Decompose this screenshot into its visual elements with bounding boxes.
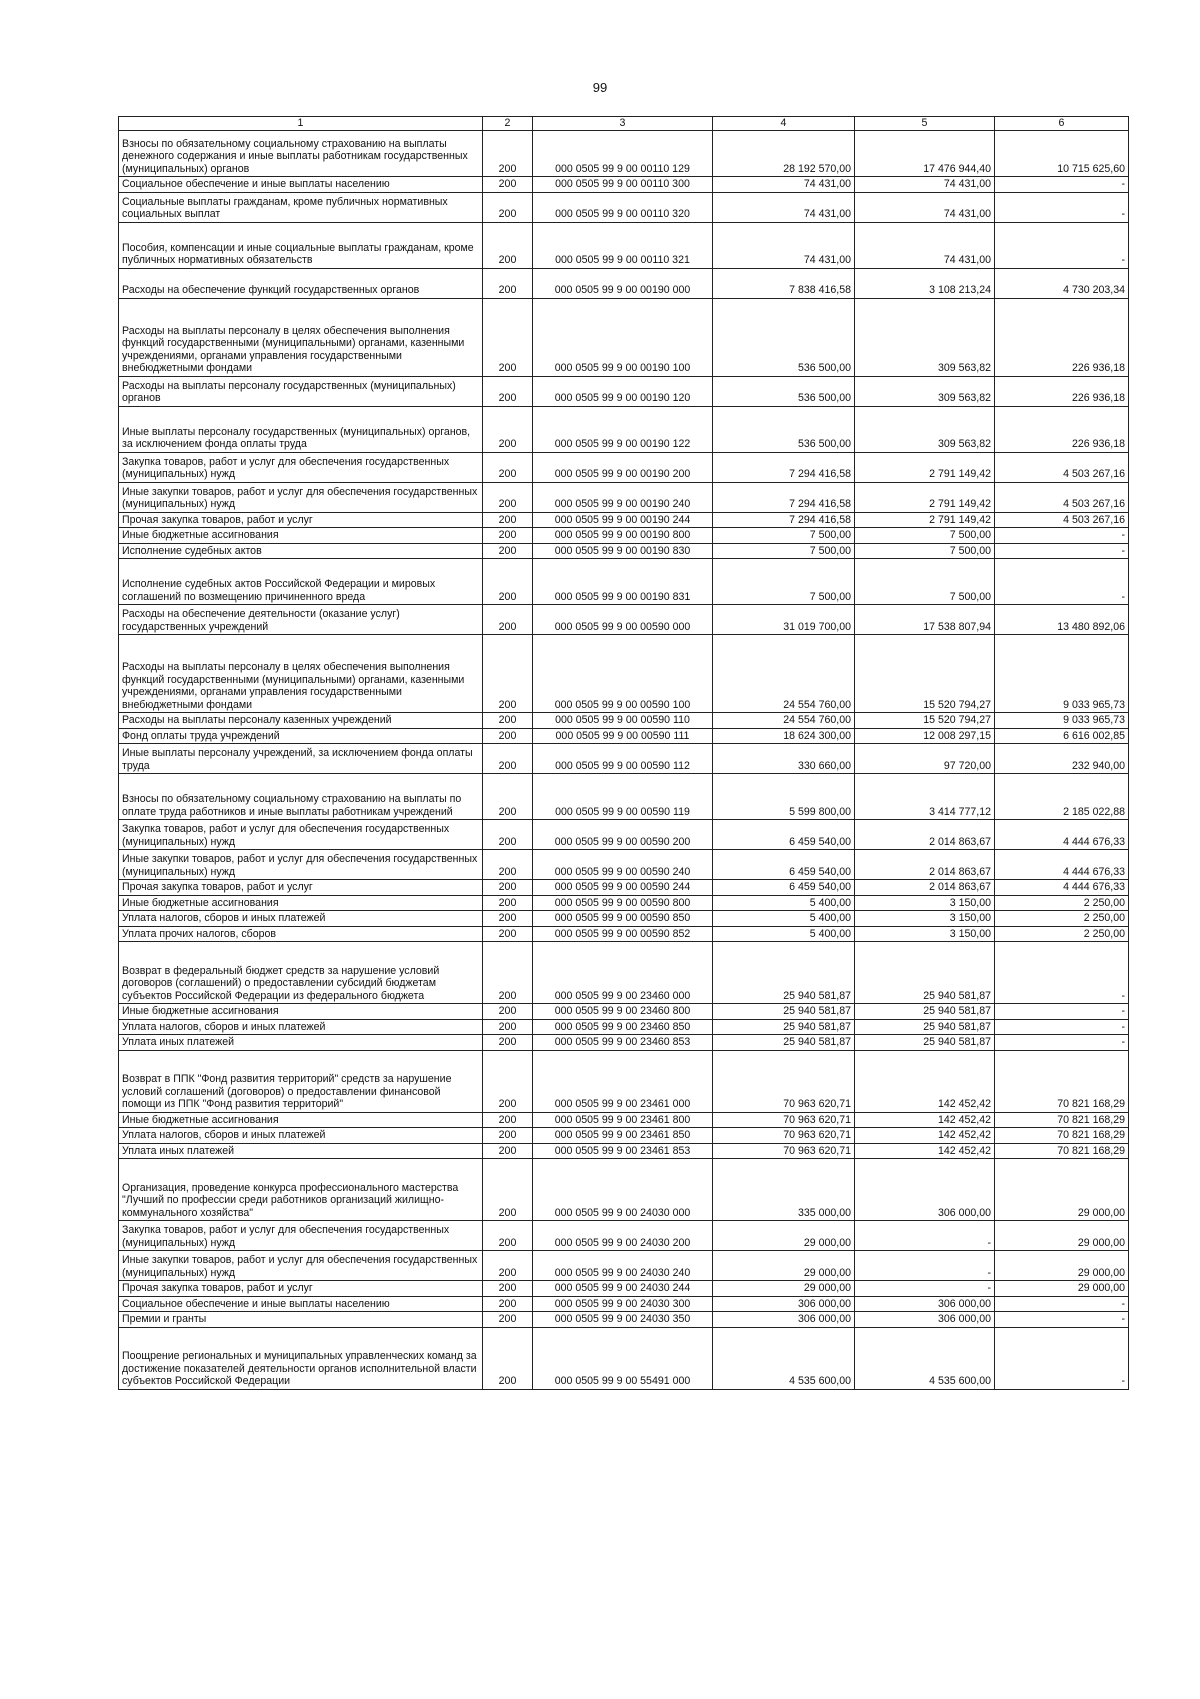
row-value-executed: 25 940 581,87: [855, 1004, 995, 1020]
row-name: Прочая закупка товаров, работ и услуг: [119, 1281, 483, 1297]
row-value-remaining: 4 503 267,16: [995, 452, 1129, 482]
row-kbk: 000 0505 99 9 00 24030 240: [533, 1251, 713, 1281]
row-code: 200: [483, 268, 533, 298]
row-kbk: 000 0505 99 9 00 55491 000: [533, 1327, 713, 1389]
row-value-executed: 25 940 581,87: [855, 1019, 995, 1035]
row-code: 200: [483, 1128, 533, 1144]
row-kbk: 000 0505 99 9 00 23461 800: [533, 1112, 713, 1128]
row-code: 200: [483, 298, 533, 376]
row-code: 200: [483, 744, 533, 774]
row-kbk: 000 0505 99 9 00 23460 000: [533, 942, 713, 1004]
row-value-plan: 70 963 620,71: [713, 1050, 855, 1112]
row-code: 200: [483, 895, 533, 911]
row-name: Расходы на обеспечение деятельности (оказание услуг) государственных учреждений: [119, 605, 483, 635]
row-value-executed: 15 520 794,27: [855, 635, 995, 713]
row-value-executed: 306 000,00: [855, 1312, 995, 1328]
row-kbk: 000 0505 99 9 00 00590 111: [533, 728, 713, 744]
table-row: [119, 1251, 1129, 1281]
row-value-executed: -: [855, 1221, 995, 1251]
row-value-remaining: 10 715 625,60: [995, 131, 1129, 177]
row-kbk: 000 0505 99 9 00 00110 321: [533, 222, 713, 268]
row-name: Иные выплаты персоналу учреждений, за исключением фонда оплаты труда: [119, 744, 483, 774]
row-kbk: 000 0505 99 9 00 23460 853: [533, 1035, 713, 1051]
row-value-plan: 4 535 600,00: [713, 1327, 855, 1389]
table-row: [119, 512, 1129, 528]
row-value-plan: 5 599 800,00: [713, 774, 855, 820]
row-value-executed: 3 150,00: [855, 926, 995, 942]
column-header-4: 4: [713, 117, 855, 131]
row-value-plan: 70 963 620,71: [713, 1143, 855, 1159]
row-value-remaining: 226 936,18: [995, 376, 1129, 406]
row-name: Иные бюджетные ассигнования: [119, 895, 483, 911]
row-code: 200: [483, 911, 533, 927]
table-row: [119, 1159, 1129, 1221]
row-code: 200: [483, 820, 533, 850]
row-value-executed: -: [855, 1251, 995, 1281]
row-code: 200: [483, 222, 533, 268]
row-kbk: 000 0505 99 9 00 23460 800: [533, 1004, 713, 1020]
table-row: [119, 482, 1129, 512]
table-row: [119, 1143, 1129, 1159]
row-name: Взносы по обязательному социальному страхованию на выплаты по оплате труда работников и иные выплаты работникам учреждений: [119, 774, 483, 820]
row-value-executed: 142 452,42: [855, 1050, 995, 1112]
row-value-plan: 29 000,00: [713, 1221, 855, 1251]
row-kbk: 000 0505 99 9 00 00590 200: [533, 820, 713, 850]
row-value-remaining: 6 616 002,85: [995, 728, 1129, 744]
row-code: 200: [483, 543, 533, 559]
row-name: Иные бюджетные ассигнования: [119, 1112, 483, 1128]
row-kbk: 000 0505 99 9 00 23461 000: [533, 1050, 713, 1112]
row-value-plan: 330 660,00: [713, 744, 855, 774]
row-value-remaining: 29 000,00: [995, 1281, 1129, 1297]
row-value-executed: 3 108 213,24: [855, 268, 995, 298]
row-kbk: 000 0505 99 9 00 00190 100: [533, 298, 713, 376]
row-name: Расходы на обеспечение функций государственных органов: [119, 268, 483, 298]
row-value-plan: 74 431,00: [713, 177, 855, 193]
row-kbk: 000 0505 99 9 00 00590 112: [533, 744, 713, 774]
row-name: Закупка товаров, работ и услуг для обеспечения государственных (муниципальных) нужд: [119, 820, 483, 850]
row-name: Организация, проведение конкурса профессионального мастерства "Лучший по профессии среди работников организаций жилищно-коммунального хозяйства": [119, 1159, 483, 1221]
row-code: 200: [483, 880, 533, 896]
row-name: Расходы на выплаты персоналу в целях обеспечения выполнения функций государственными (муниципальными) органами, казенными учреждениями, органами управления государственными внебюджетными фондами: [119, 635, 483, 713]
table-row: [119, 1327, 1129, 1389]
row-value-plan: 25 940 581,87: [713, 1035, 855, 1051]
row-value-executed: 7 500,00: [855, 559, 995, 605]
row-name: Иные закупки товаров, работ и услуг для обеспечения государственных (муниципальных) нужд: [119, 850, 483, 880]
table-row: [119, 559, 1129, 605]
row-code: 200: [483, 1035, 533, 1051]
row-value-remaining: 4 444 676,33: [995, 880, 1129, 896]
row-name: Уплата иных платежей: [119, 1143, 483, 1159]
row-value-executed: 2 014 863,67: [855, 880, 995, 896]
row-kbk: 000 0505 99 9 00 00190 000: [533, 268, 713, 298]
row-value-plan: 7 500,00: [713, 528, 855, 544]
table-row: [119, 298, 1129, 376]
row-kbk: 000 0505 99 9 00 00590 852: [533, 926, 713, 942]
column-header-3: 3: [533, 117, 713, 131]
row-name: Прочая закупка товаров, работ и услуг: [119, 512, 483, 528]
row-name: Премии и гранты: [119, 1312, 483, 1328]
row-code: 200: [483, 1312, 533, 1328]
table-row: [119, 1050, 1129, 1112]
row-name: Пособия, компенсации и иные социальные выплаты гражданам, кроме публичных нормативных обязательств: [119, 222, 483, 268]
row-value-plan: 74 431,00: [713, 192, 855, 222]
row-value-executed: 142 452,42: [855, 1128, 995, 1144]
row-name: Возврат в федеральный бюджет средств за нарушение условий договоров (соглашений) о предоставлении субсидий бюджетам субъектов Российской Федерации из федерального бюджета: [119, 942, 483, 1004]
table-row: [119, 744, 1129, 774]
row-value-remaining: -: [995, 559, 1129, 605]
column-header-5: 5: [855, 117, 995, 131]
row-name: Иные закупки товаров, работ и услуг для обеспечения государственных (муниципальных) нужд: [119, 1251, 483, 1281]
row-code: 200: [483, 1019, 533, 1035]
table-row: [119, 131, 1129, 177]
row-name: Уплата налогов, сборов и иных платежей: [119, 911, 483, 927]
row-value-plan: 5 400,00: [713, 926, 855, 942]
row-name: Иные бюджетные ассигнования: [119, 528, 483, 544]
row-value-plan: 70 963 620,71: [713, 1112, 855, 1128]
row-kbk: 000 0505 99 9 00 00190 120: [533, 376, 713, 406]
row-value-plan: 6 459 540,00: [713, 880, 855, 896]
row-value-plan: 6 459 540,00: [713, 820, 855, 850]
row-code: 200: [483, 482, 533, 512]
row-value-remaining: -: [995, 1312, 1129, 1328]
row-value-remaining: 2 250,00: [995, 911, 1129, 927]
row-value-plan: 25 940 581,87: [713, 1019, 855, 1035]
table-row: [119, 543, 1129, 559]
row-value-executed: 74 431,00: [855, 222, 995, 268]
table-row: [119, 942, 1129, 1004]
row-kbk: 000 0505 99 9 00 23461 850: [533, 1128, 713, 1144]
row-value-plan: 306 000,00: [713, 1312, 855, 1328]
table-row: [119, 713, 1129, 729]
row-value-executed: 3 150,00: [855, 911, 995, 927]
row-code: 200: [483, 605, 533, 635]
table-row: [119, 1112, 1129, 1128]
table-row: [119, 926, 1129, 942]
row-name: Расходы на выплаты персоналу в целях обеспечения выполнения функций государственными (муниципальными) органами, казенными учреждениями, органами управления государственными внебюджетными фондами: [119, 298, 483, 376]
row-code: 200: [483, 1112, 533, 1128]
row-value-plan: 18 624 300,00: [713, 728, 855, 744]
row-name: Уплата налогов, сборов и иных платежей: [119, 1019, 483, 1035]
row-value-remaining: -: [995, 1019, 1129, 1035]
table-row: [119, 192, 1129, 222]
row-name: Иные бюджетные ассигнования: [119, 1004, 483, 1020]
row-kbk: 000 0505 99 9 00 00590 100: [533, 635, 713, 713]
row-name: Социальное обеспечение и иные выплаты населению: [119, 1296, 483, 1312]
column-header-6: 6: [995, 117, 1129, 131]
row-kbk: 000 0505 99 9 00 00190 240: [533, 482, 713, 512]
row-name: Закупка товаров, работ и услуг для обеспечения государственных (муниципальных) нужд: [119, 452, 483, 482]
row-value-remaining: 232 940,00: [995, 744, 1129, 774]
row-value-executed: 17 538 807,94: [855, 605, 995, 635]
row-kbk: 000 0505 99 9 00 00110 129: [533, 131, 713, 177]
row-kbk: 000 0505 99 9 00 00190 200: [533, 452, 713, 482]
row-value-plan: 25 940 581,87: [713, 1004, 855, 1020]
table-row: [119, 1296, 1129, 1312]
row-value-executed: 142 452,42: [855, 1143, 995, 1159]
row-value-plan: 25 940 581,87: [713, 942, 855, 1004]
table-row: [119, 605, 1129, 635]
row-kbk: 000 0505 99 9 00 00190 830: [533, 543, 713, 559]
table-row: [119, 1004, 1129, 1020]
row-kbk: 000 0505 99 9 00 24030 000: [533, 1159, 713, 1221]
table-row: [119, 1281, 1129, 1297]
row-value-executed: 142 452,42: [855, 1112, 995, 1128]
table-row: [119, 1019, 1129, 1035]
row-value-remaining: 4 730 203,34: [995, 268, 1129, 298]
row-value-remaining: 29 000,00: [995, 1251, 1129, 1281]
row-kbk: 000 0505 99 9 00 23460 850: [533, 1019, 713, 1035]
row-value-executed: 309 563,82: [855, 298, 995, 376]
row-name: Исполнение судебных актов: [119, 543, 483, 559]
row-value-remaining: 13 480 892,06: [995, 605, 1129, 635]
row-value-plan: 7 294 416,58: [713, 512, 855, 528]
row-value-plan: 24 554 760,00: [713, 635, 855, 713]
row-value-executed: 25 940 581,87: [855, 942, 995, 1004]
table-row: [119, 1221, 1129, 1251]
row-value-executed: 7 500,00: [855, 543, 995, 559]
row-code: 200: [483, 131, 533, 177]
row-value-remaining: -: [995, 942, 1129, 1004]
row-value-plan: 7 838 416,58: [713, 268, 855, 298]
row-value-remaining: 70 821 168,29: [995, 1112, 1129, 1128]
row-kbk: 000 0505 99 9 00 24030 200: [533, 1221, 713, 1251]
row-value-executed: 2 014 863,67: [855, 850, 995, 880]
table-row: [119, 268, 1129, 298]
row-code: 200: [483, 1251, 533, 1281]
table-row: [119, 406, 1129, 452]
row-code: 200: [483, 1159, 533, 1221]
row-kbk: 000 0505 99 9 00 00190 831: [533, 559, 713, 605]
row-value-plan: 7 294 416,58: [713, 452, 855, 482]
row-kbk: 000 0505 99 9 00 00590 800: [533, 895, 713, 911]
row-kbk: 000 0505 99 9 00 00110 320: [533, 192, 713, 222]
row-code: 200: [483, 406, 533, 452]
row-value-executed: 306 000,00: [855, 1296, 995, 1312]
row-value-remaining: 9 033 965,73: [995, 713, 1129, 729]
row-value-remaining: 4 444 676,33: [995, 850, 1129, 880]
row-value-remaining: 4 444 676,33: [995, 820, 1129, 850]
row-value-remaining: 226 936,18: [995, 298, 1129, 376]
row-value-plan: 74 431,00: [713, 222, 855, 268]
row-name: Расходы на выплаты персоналу государственных (муниципальных) органов: [119, 376, 483, 406]
row-name: Поощрение региональных и муниципальных управленческих команд за достижение показателей деятельности органов исполнительной власти субъектов Российской Федерации: [119, 1327, 483, 1389]
page-number: 99: [592, 80, 608, 95]
row-value-executed: 74 431,00: [855, 177, 995, 193]
row-value-plan: 306 000,00: [713, 1296, 855, 1312]
row-code: 200: [483, 192, 533, 222]
row-code: 200: [483, 1004, 533, 1020]
row-code: 200: [483, 728, 533, 744]
row-value-remaining: 2 250,00: [995, 926, 1129, 942]
row-value-remaining: -: [995, 1035, 1129, 1051]
row-code: 200: [483, 528, 533, 544]
column-header-1: 1: [119, 117, 483, 131]
row-value-plan: 70 963 620,71: [713, 1128, 855, 1144]
row-value-plan: 7 500,00: [713, 543, 855, 559]
row-code: 200: [483, 512, 533, 528]
table-row: [119, 728, 1129, 744]
row-value-plan: 7 294 416,58: [713, 482, 855, 512]
row-kbk: 000 0505 99 9 00 00590 110: [533, 713, 713, 729]
row-value-remaining: -: [995, 1296, 1129, 1312]
row-kbk: 000 0505 99 9 00 00590 000: [533, 605, 713, 635]
row-value-remaining: -: [995, 177, 1129, 193]
row-value-plan: 536 500,00: [713, 406, 855, 452]
row-kbk: 000 0505 99 9 00 00110 300: [533, 177, 713, 193]
column-number-row: [119, 117, 1129, 131]
row-value-remaining: -: [995, 1327, 1129, 1389]
row-value-remaining: -: [995, 543, 1129, 559]
row-value-executed: 2 791 149,42: [855, 512, 995, 528]
row-value-executed: 309 563,82: [855, 406, 995, 452]
row-value-executed: 97 720,00: [855, 744, 995, 774]
row-code: 200: [483, 177, 533, 193]
row-name: Социальные выплаты гражданам, кроме публичных нормативных социальных выплат: [119, 192, 483, 222]
row-code: 200: [483, 1221, 533, 1251]
table-row: [119, 850, 1129, 880]
row-value-executed: 12 008 297,15: [855, 728, 995, 744]
table-row: [119, 376, 1129, 406]
row-kbk: 000 0505 99 9 00 00590 119: [533, 774, 713, 820]
row-value-remaining: 9 033 965,73: [995, 635, 1129, 713]
row-value-plan: 29 000,00: [713, 1281, 855, 1297]
row-code: 200: [483, 850, 533, 880]
row-value-remaining: 70 821 168,29: [995, 1050, 1129, 1112]
row-value-remaining: 29 000,00: [995, 1221, 1129, 1251]
row-value-executed: -: [855, 1281, 995, 1297]
row-kbk: 000 0505 99 9 00 24030 300: [533, 1296, 713, 1312]
row-value-executed: 3 414 777,12: [855, 774, 995, 820]
table-row: [119, 1128, 1129, 1144]
row-kbk: 000 0505 99 9 00 23461 853: [533, 1143, 713, 1159]
table-row: [119, 528, 1129, 544]
row-kbk: 000 0505 99 9 00 00590 240: [533, 850, 713, 880]
row-value-executed: 2 791 149,42: [855, 452, 995, 482]
row-value-executed: 25 940 581,87: [855, 1035, 995, 1051]
row-name: Исполнение судебных актов Российской Федерации и мировых соглашений по возмещению причиненного вреда: [119, 559, 483, 605]
row-name: Социальное обеспечение и иные выплаты населению: [119, 177, 483, 193]
row-kbk: 000 0505 99 9 00 00190 122: [533, 406, 713, 452]
row-value-plan: 7 500,00: [713, 559, 855, 605]
table-row: [119, 895, 1129, 911]
row-value-remaining: -: [995, 1004, 1129, 1020]
row-code: 200: [483, 1281, 533, 1297]
row-name: Уплата прочих налогов, сборов: [119, 926, 483, 942]
row-kbk: 000 0505 99 9 00 00590 850: [533, 911, 713, 927]
row-name: Закупка товаров, работ и услуг для обеспечения государственных (муниципальных) нужд: [119, 1221, 483, 1251]
row-value-executed: 3 150,00: [855, 895, 995, 911]
row-code: 200: [483, 1327, 533, 1389]
table-row: [119, 774, 1129, 820]
row-value-executed: 17 476 944,40: [855, 131, 995, 177]
table-row: [119, 635, 1129, 713]
column-header-2: 2: [483, 117, 533, 131]
row-value-plan: 28 192 570,00: [713, 131, 855, 177]
row-value-plan: 29 000,00: [713, 1251, 855, 1281]
row-value-executed: 2 014 863,67: [855, 820, 995, 850]
row-code: 200: [483, 942, 533, 1004]
table-row: [119, 1035, 1129, 1051]
table-row: [119, 452, 1129, 482]
row-value-executed: 74 431,00: [855, 192, 995, 222]
row-name: Иные закупки товаров, работ и услуг для обеспечения государственных (муниципальных) нужд: [119, 482, 483, 512]
row-name: Возврат в ППК "Фонд развития территорий" средств за нарушение условий соглашений (договоров) о предоставлении финансовой помощи из ППК "Фонд развития территорий": [119, 1050, 483, 1112]
row-value-remaining: 2 250,00: [995, 895, 1129, 911]
row-code: 200: [483, 559, 533, 605]
row-code: 200: [483, 452, 533, 482]
row-name: Фонд оплаты труда учреждений: [119, 728, 483, 744]
row-name: Расходы на выплаты персоналу казенных учреждений: [119, 713, 483, 729]
row-value-remaining: 70 821 168,29: [995, 1128, 1129, 1144]
row-code: 200: [483, 376, 533, 406]
row-value-remaining: 4 503 267,16: [995, 512, 1129, 528]
table-row: [119, 911, 1129, 927]
row-code: 200: [483, 1050, 533, 1112]
row-value-plan: 31 019 700,00: [713, 605, 855, 635]
row-value-remaining: -: [995, 192, 1129, 222]
row-value-executed: 4 535 600,00: [855, 1327, 995, 1389]
row-value-executed: 2 791 149,42: [855, 482, 995, 512]
row-value-remaining: 29 000,00: [995, 1159, 1129, 1221]
table-row: [119, 222, 1129, 268]
row-kbk: 000 0505 99 9 00 24030 244: [533, 1281, 713, 1297]
table-row: [119, 820, 1129, 850]
table-row: [119, 1312, 1129, 1328]
row-code: 200: [483, 774, 533, 820]
row-name: Иные выплаты персоналу государственных (муниципальных) органов, за исключением фонда оплаты труда: [119, 406, 483, 452]
row-code: 200: [483, 635, 533, 713]
row-name: Уплата иных платежей: [119, 1035, 483, 1051]
row-code: 200: [483, 926, 533, 942]
row-value-plan: 335 000,00: [713, 1159, 855, 1221]
row-code: 200: [483, 1296, 533, 1312]
row-name: Уплата налогов, сборов и иных платежей: [119, 1128, 483, 1144]
table-row: [119, 880, 1129, 896]
row-kbk: 000 0505 99 9 00 00190 244: [533, 512, 713, 528]
row-value-remaining: 226 936,18: [995, 406, 1129, 452]
row-kbk: 000 0505 99 9 00 00590 244: [533, 880, 713, 896]
row-value-remaining: -: [995, 528, 1129, 544]
row-value-executed: 15 520 794,27: [855, 713, 995, 729]
table-body: [119, 131, 1129, 1390]
row-name: Прочая закупка товаров, работ и услуг: [119, 880, 483, 896]
row-code: 200: [483, 713, 533, 729]
row-value-plan: 24 554 760,00: [713, 713, 855, 729]
row-value-executed: 7 500,00: [855, 528, 995, 544]
row-value-executed: 309 563,82: [855, 376, 995, 406]
row-code: 200: [483, 1143, 533, 1159]
row-value-plan: 5 400,00: [713, 895, 855, 911]
row-value-executed: 306 000,00: [855, 1159, 995, 1221]
row-value-remaining: 4 503 267,16: [995, 482, 1129, 512]
row-value-remaining: 2 185 022,88: [995, 774, 1129, 820]
row-value-remaining: -: [995, 222, 1129, 268]
row-value-remaining: 70 821 168,29: [995, 1143, 1129, 1159]
table-row: [119, 177, 1129, 193]
row-name: Взносы по обязательному социальному страхованию на выплаты денежного содержания и иные выплаты работникам государственных (муниципальных) органов: [119, 131, 483, 177]
row-value-plan: 536 500,00: [713, 376, 855, 406]
row-kbk: 000 0505 99 9 00 00190 800: [533, 528, 713, 544]
row-value-plan: 536 500,00: [713, 298, 855, 376]
budget-execution-table: [118, 116, 1129, 1390]
row-value-plan: 6 459 540,00: [713, 850, 855, 880]
row-kbk: 000 0505 99 9 00 24030 350: [533, 1312, 713, 1328]
row-value-plan: 5 400,00: [713, 911, 855, 927]
